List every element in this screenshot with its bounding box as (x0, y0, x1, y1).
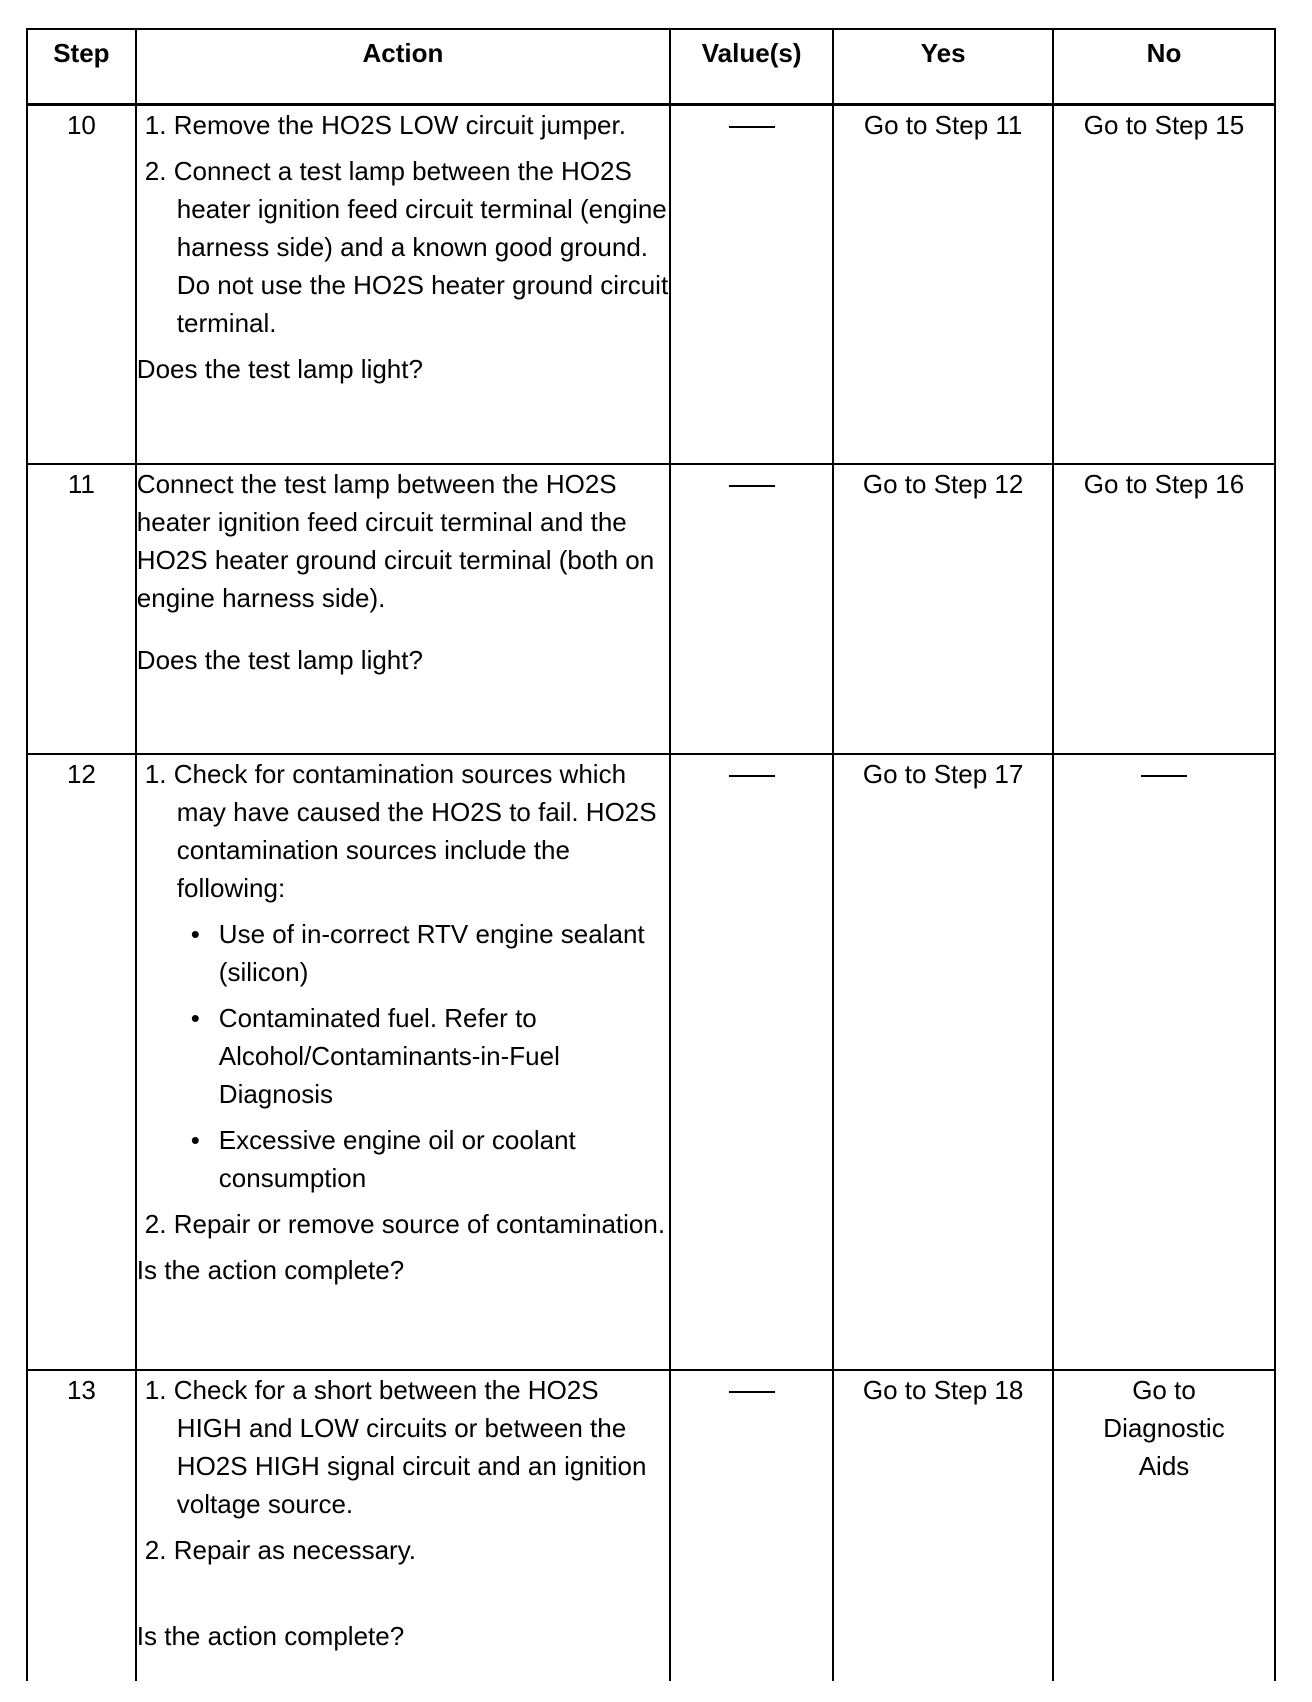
no-cell (1053, 754, 1275, 1370)
no-cell: Go to Step 16 (1053, 464, 1275, 754)
action-bullet: • Excessive engine oil or coolant consumption (137, 1121, 669, 1197)
yes-cell: Go to Step 12 (833, 464, 1053, 754)
no-cell (1053, 1370, 1275, 1681)
action-item: 2. Connect a test lamp between the HO2S heater ignition feed circuit terminal (engine harness side) and a known good ground. Do not use the HO2S heater ground circuit terminal. (144, 156, 669, 338)
header-no: No (1053, 29, 1275, 105)
yes-cell: Go to Step 18 (833, 1370, 1053, 1681)
no-line: Diagnostic (1103, 1413, 1225, 1443)
value-dash (729, 126, 775, 128)
value-cell (670, 1370, 833, 1681)
action-cell (136, 1370, 670, 1681)
value-cell (670, 105, 833, 465)
action-cell (136, 105, 670, 465)
action-item: 2. Repair as necessary. (144, 1535, 416, 1565)
diagnostic-table-frame (26, 28, 1276, 1702)
value-dash (729, 485, 775, 487)
table-row-step-10 (27, 105, 1275, 465)
action-cell (136, 754, 670, 1370)
action-question: Does the test lamp light? (136, 645, 423, 675)
step-number: 10 (27, 105, 136, 465)
action-item: 1. Remove the HO2S LOW circuit jumper. (144, 110, 626, 140)
action-cell (136, 464, 670, 754)
no-dash (1141, 775, 1187, 777)
yes-cell: Go to Step 17 (833, 754, 1053, 1370)
table-row-step-11 (27, 464, 1275, 754)
step-number: 11 (27, 464, 136, 754)
yes-cell: Go to Step 11 (833, 105, 1053, 465)
header-row (27, 29, 1275, 105)
bullet-dot: • (190, 1003, 200, 1033)
bullet-dot: • (190, 919, 200, 949)
value-dash (729, 1391, 775, 1393)
table-row-step-12 (27, 754, 1275, 1370)
action-text: Connect the test lamp between the HO2S heater ignition feed circuit terminal and the HO2S heater ground circuit terminal (both on engine harness side). (136, 469, 655, 613)
action-question: Is the action complete? (136, 1255, 405, 1285)
table-row-step-13 (27, 1370, 1275, 1681)
header-action: Action (136, 29, 670, 105)
bullet-dot: • (190, 1125, 200, 1155)
value-dash (729, 775, 775, 777)
value-cell (670, 754, 833, 1370)
no-line: Aids (1138, 1451, 1190, 1481)
header-yes: Yes (833, 29, 1053, 105)
value-cell (670, 464, 833, 754)
header-step: Step (27, 29, 136, 105)
no-line: Go to (1132, 1375, 1196, 1405)
step-number: 13 (27, 1370, 136, 1681)
action-item: 1. Check for a short between the HO2S HIGH and LOW circuits or between the HO2S HIGH signal circuit and an ignition voltage source. (144, 1375, 647, 1519)
diagnostic-table (26, 28, 1276, 1681)
action-item: 1. Check for contamination sources which may have caused the HO2S to fail. HO2S contamination sources include the following: (144, 759, 657, 903)
no-cell: Go to Step 15 (1053, 105, 1275, 465)
step-number: 12 (27, 754, 136, 1370)
header-values: Value(s) (670, 29, 833, 105)
action-bullet: • Contaminated fuel. Refer to Alcohol/Contaminants-in-Fuel Diagnosis (137, 999, 669, 1113)
action-question: Does the test lamp light? (136, 354, 423, 384)
action-item: 2. Repair or remove source of contamination. (144, 1209, 666, 1239)
action-bullet: • Use of in-correct RTV engine sealant (silicon) (137, 915, 669, 991)
action-question: Is the action complete? (136, 1621, 405, 1651)
